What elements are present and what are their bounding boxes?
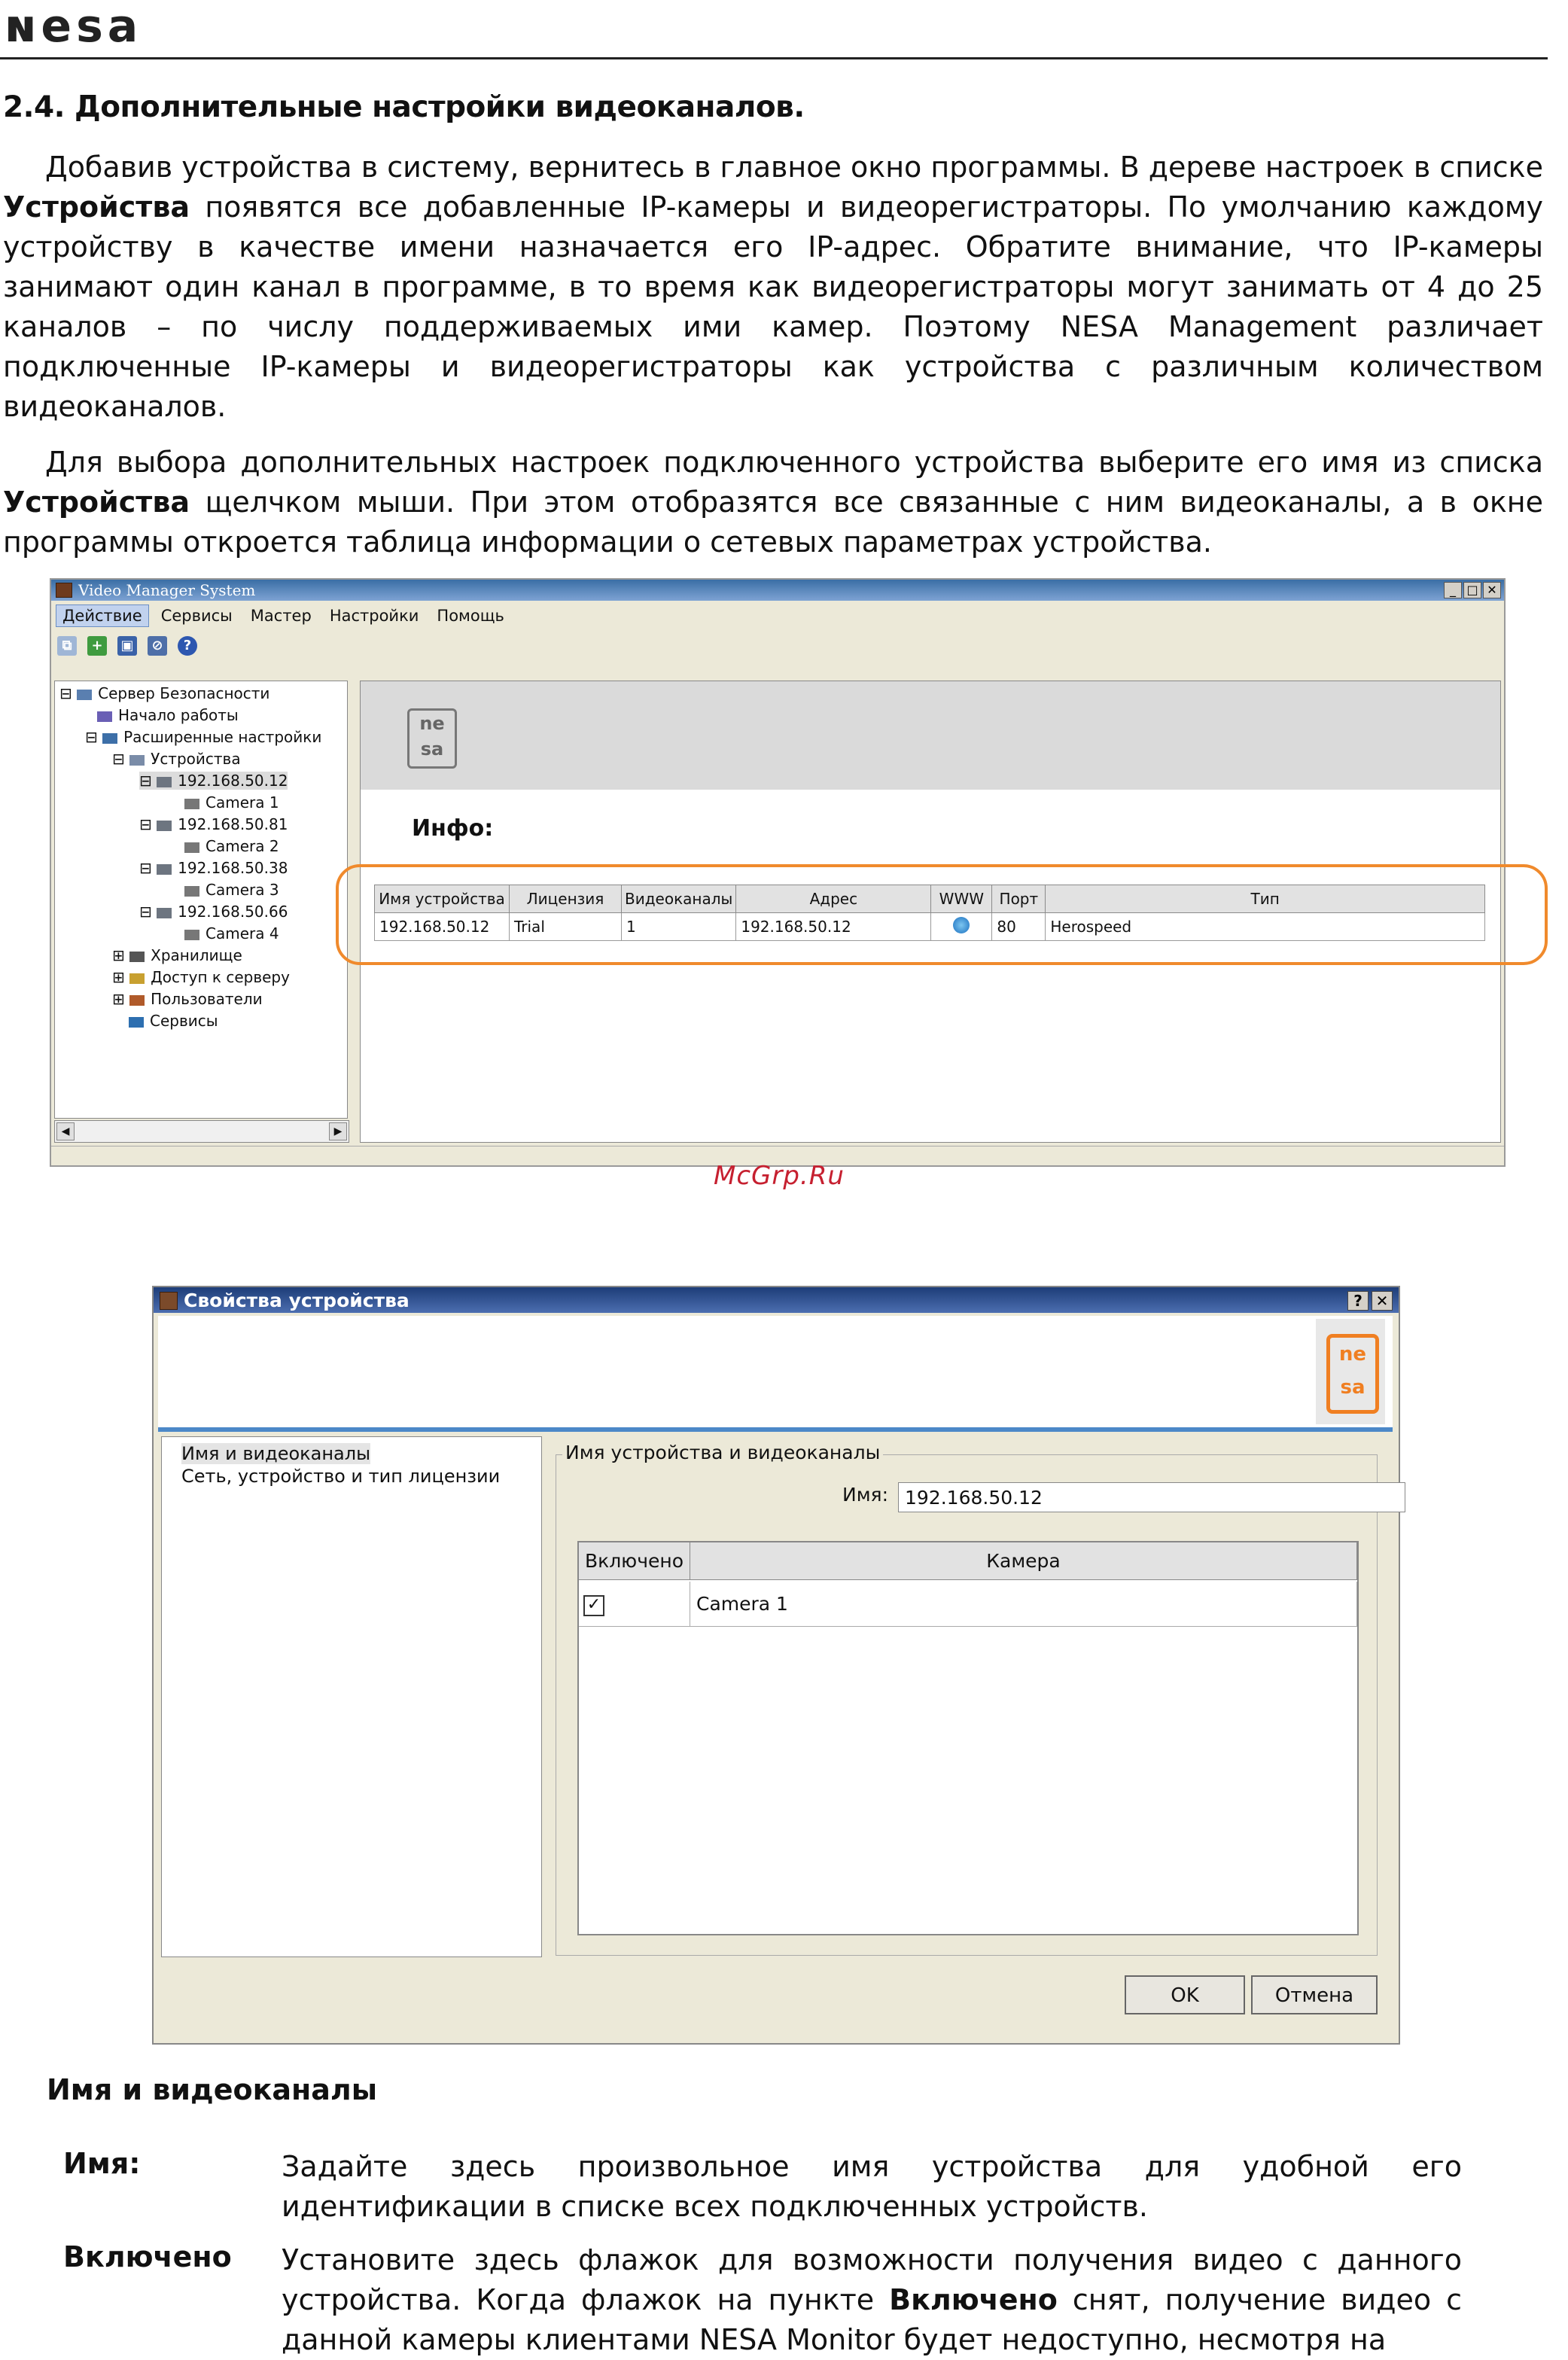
name-label: Имя: [842,1484,889,1506]
desc-enabled-bold: Включено [889,2283,1058,2316]
name-channels-group [556,1442,1378,1956]
col-port[interactable]: Порт [992,885,1046,913]
term-enabled: Включено [63,2240,232,2273]
tree-item-server-access[interactable]: ⊞ Доступ к серверу [112,968,290,986]
menu-wizard[interactable]: Мастер [250,607,312,625]
tree-horizontal-scrollbar[interactable] [54,1120,349,1143]
cell-camera: Camera 1 [690,1582,1357,1627]
watermark: McGrp.Ru [714,1161,845,1191]
nesa-logo-icon: ne sa [1316,1319,1385,1424]
tree-item-start[interactable]: Начало работы [97,706,239,724]
dialog-controls [1347,1291,1393,1311]
header-stripe [158,1427,1393,1432]
col-camera[interactable]: Камера [690,1542,1357,1580]
enabled-checkbox[interactable]: ✓ [583,1595,604,1616]
maximize-icon[interactable]: □ [1463,582,1481,598]
help-icon[interactable]: ? [1347,1291,1369,1311]
tree-item-camera-2[interactable]: Camera 2 [184,837,279,855]
col-device-name[interactable]: Имя устройства [375,885,510,913]
brand-logo: ɴesa [5,0,143,53]
cell-type: Herospeed [1046,913,1485,941]
app-icon [160,1292,178,1310]
paragraph-2 [3,443,1543,562]
dialog-header [158,1316,1393,1432]
tree-item-device-3[interactable]: ⊟ 192.168.50.38 [139,859,288,877]
menu-action[interactable]: Действие [56,604,149,627]
desc-enabled-a: Установите здесь флажок для возможности получения видео с данного устройства. Когда флажок на пункте [282,2243,1462,2316]
scroll-left-icon[interactable]: ◀ [56,1122,75,1140]
nesa-logo-icon: ne sa [407,708,457,769]
app-icon [56,583,72,598]
help-icon[interactable]: ? [178,636,197,656]
col-channels[interactable]: Видеоканалы [622,885,736,913]
menu-bar [51,602,1509,629]
p1-text-b: появятся все добавленные IP-камеры и видеорегистраторы. По умолчанию каждому устройству в качестве имени назначается его IP-адрес. Обратите внимание, что IP-камеры занимают один канал в программе, в то время как видеорегистраторы могут занимать от 4 до 25 каналов – по числу поддерживаемых ими камер. Поэтому NESA Management различает подключенные IP-камеры и видеорегистраторы как устройства с различным количеством видеоканалов. [3,190,1543,423]
cell-address: 192.168.50.12 [736,913,931,941]
nav-item-name-channels[interactable]: Имя и видеоканалы [181,1443,371,1464]
window-titlebar [51,580,1504,601]
toolbar [57,632,197,659]
settings-tree [54,681,348,1119]
col-www[interactable]: WWW [931,885,992,913]
desc-enabled [282,2240,1462,2360]
name-field[interactable]: 192.168.50.12 [898,1482,1405,1512]
tree-item-device-2[interactable]: ⊟ 192.168.50.81 [139,815,288,833]
p1-bold: Устройства [3,190,190,224]
tree-item-camera-1[interactable]: Camera 1 [184,793,279,812]
window-controls [1444,582,1501,598]
col-type[interactable]: Тип [1046,885,1485,913]
nav-item-network[interactable]: Сеть, устройство и тип лицензии [181,1466,501,1487]
tree-item-camera-4[interactable]: Camera 4 [184,924,279,942]
desc-name: Задайте здесь произвольное имя устройства для удобной его идентификации в списке всех подключенных устройств. [282,2150,1462,2223]
info-banner [361,681,1500,790]
subsection-title: Имя и видеоканалы [47,2073,378,2106]
cell-channels: 1 [622,913,736,941]
cell-enabled [579,1582,690,1627]
dialog-nav [161,1436,542,1957]
close-icon[interactable]: ✕ [1483,582,1501,598]
info-label: Инфо: [412,815,494,842]
term-name: Имя: [63,2147,141,2180]
tree-item-device-1[interactable]: ⊟ 192.168.50.12 [139,772,288,790]
p2-text-b: щелчком мыши. При этом отобразятся все связанные с ним видеоканалы, а в окне программы откроется таблица информации о сетевых параметрах устройства. [3,486,1543,559]
p2-text-a: Для выбора дополнительных настроек подключенного устройства выберите его имя из списка [45,446,1543,479]
menu-settings[interactable]: Настройки [329,607,419,625]
connect-icon[interactable]: ⊘ [148,636,167,656]
ok-button[interactable]: OK [1125,1975,1245,2014]
tree-item-device-4[interactable]: ⊟ 192.168.50.66 [139,903,288,921]
window-title: Video Manager System [78,581,256,599]
highlight-ring [336,864,1548,965]
close-icon[interactable]: ✕ [1372,1291,1393,1311]
cancel-button[interactable]: Отмена [1251,1975,1378,2014]
copy-icon[interactable]: ⧉ [57,636,77,656]
minimize-icon[interactable]: _ [1444,582,1462,598]
tree-item-advanced[interactable]: ⊟ Расширенные настройки [85,728,322,746]
tree-item-services[interactable]: Сервисы [129,1012,218,1030]
cell-license: Trial [510,913,622,941]
menu-services[interactable]: Сервисы [160,607,233,625]
scroll-right-icon[interactable]: ▶ [329,1122,347,1140]
tree-item-devices[interactable]: ⊟ Устройства [112,750,241,768]
group-title: Имя устройства и видеоканалы [562,1442,883,1463]
p2-bold: Устройства [3,486,190,519]
paragraph-1 [3,148,1543,427]
save-icon[interactable]: ▣ [117,636,137,656]
header-divider [0,57,1548,59]
tree-item-storage[interactable]: ⊞ Хранилище [112,946,242,964]
tree-item-camera-3[interactable]: Camera 3 [184,881,279,899]
col-address[interactable]: Адрес [736,885,931,913]
add-device-icon[interactable]: + [87,636,107,656]
section-title: 2.4. Дополнительные настройки видеоканалов. [3,90,805,124]
channels-grid [577,1541,1359,1935]
cell-port: 80 [992,913,1046,941]
dialog-title: Свойства устройства [184,1290,410,1311]
desc-enabled-b: снят, получение видео с данной камеры клиентами NESA Monitor будет недоступно, несмотря на [282,2283,1462,2356]
tree-item-server[interactable]: ⊟ Сервер Безопасности [59,684,270,702]
col-enabled[interactable]: Включено [579,1542,690,1580]
dialog-titlebar [154,1287,1399,1313]
device-properties-dialog [152,1286,1400,2045]
p1-text-a: Добавив устройства в систему, вернитесь в главное окно программы. В дереве настроек в списке [45,151,1543,184]
cell-device-name: 192.168.50.12 [375,913,510,941]
tree-item-users[interactable]: ⊞ Пользователи [112,990,263,1008]
col-license[interactable]: Лицензия [510,885,622,913]
menu-help[interactable]: Помощь [437,607,504,625]
